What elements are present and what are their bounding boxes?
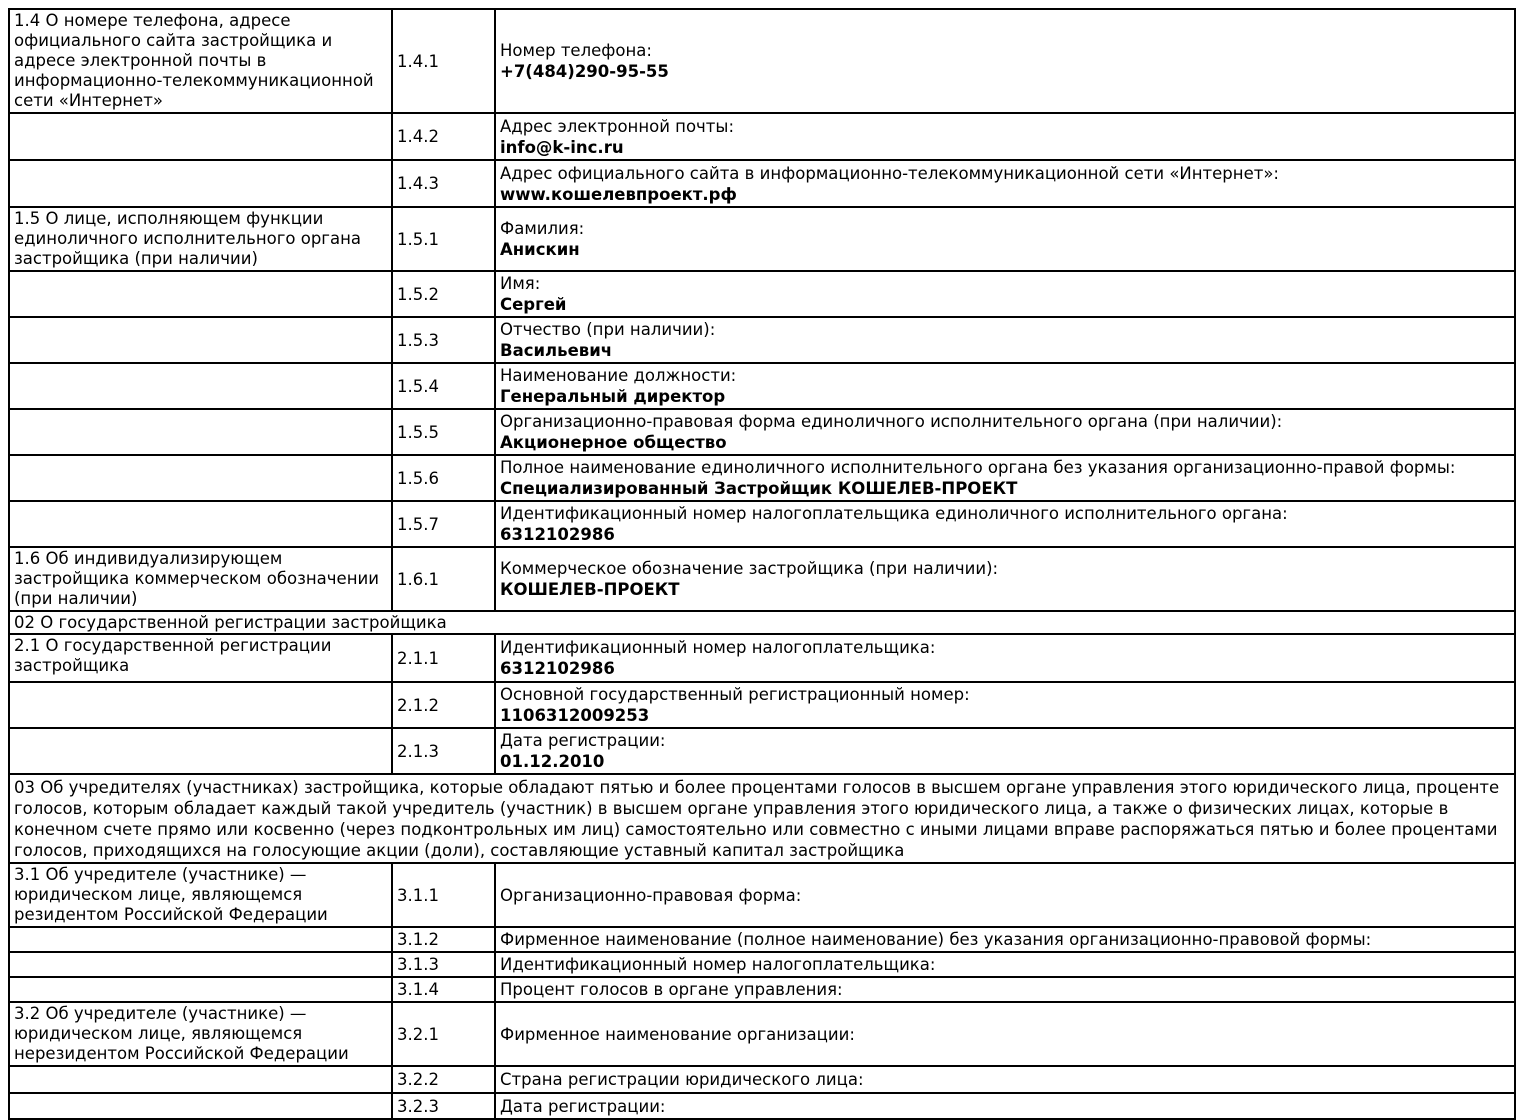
table-row [9,927,1515,952]
field-cell [495,547,1515,611]
section-title-cell [9,728,392,774]
field-cell [495,160,1515,207]
item-number-cell: 1.5.1 [392,207,495,271]
field-cell [495,863,1515,927]
section-title-cell [9,952,392,977]
field-value: +7(484)290-95-55 [500,62,669,81]
field-value: 6312102986 [500,659,615,678]
field-label: Коммерческое обозначение застройщика (при наличии): [500,559,999,578]
section-title-cell: 2.1 О государственной регистрации застройщика [9,634,392,682]
section-title-cell [9,160,392,207]
table-row [9,317,1515,363]
item-number-cell: 3.2.3 [392,1093,495,1119]
field-label: Организационно-правовая форма единоличного исполнительного органа (при наличии): [500,412,1283,431]
field-label: Дата регистрации: [500,731,666,750]
table-row [9,863,1515,927]
item-number-cell: 3.1.1 [392,863,495,927]
item-number-cell: 2.1.1 [392,634,495,682]
section-title-cell: 3.2 Об учредителе (участнике) — юридическом лице, являющемся нерезидентом Российской Федерации [9,1002,392,1066]
table-row [9,409,1515,455]
item-number-cell: 1.6.1 [392,547,495,611]
item-number-cell: 1.4.2 [392,113,495,160]
field-cell [495,317,1515,363]
field-value: 01.12.2010 [500,752,605,771]
field-value: Васильевич [500,341,613,360]
item-number-cell: 2.1.3 [392,728,495,774]
section-title-cell [9,317,392,363]
field-value: 6312102986 [500,525,615,544]
table-row [9,207,1515,271]
table-row [9,501,1515,547]
table-row [9,977,1515,1002]
field-label: Номер телефона: [500,41,652,60]
field-label: Организационно-правовая форма: [500,885,802,905]
table-row [9,547,1515,611]
section-header: 02 О государственной регистрации застройщика [9,611,1515,634]
table-row [9,9,1515,113]
item-number-cell: 1.5.5 [392,409,495,455]
section-title-cell: 1.5 О лице, исполняющем функции единоличного исполнительного органа застройщика (при наличии) [9,207,392,271]
field-cell [495,952,1515,977]
field-label: Идентификационный номер налогоплательщика: [500,638,936,657]
item-number-cell: 2.1.2 [392,682,495,728]
field-label: Идентификационный номер налогоплательщика единоличного исполнительного органа: [500,504,1288,523]
section-title-cell [9,501,392,547]
table-row [9,682,1515,728]
item-number-cell: 1.5.6 [392,455,495,501]
item-number-cell: 1.4.3 [392,160,495,207]
table-row [9,952,1515,977]
section-title-cell [9,271,392,317]
field-cell [495,363,1515,409]
field-value: КОШЕЛЕВ-ПРОЕКТ [500,580,680,599]
item-number-cell: 1.5.3 [392,317,495,363]
item-number-cell: 1.4.1 [392,9,495,113]
field-cell [495,113,1515,160]
section-title-cell [9,455,392,501]
declaration-table-body [9,9,1515,1119]
section-header: 03 Об учредителях (участниках) застройщика, которые обладают пятью и более процентами голосов в высшем органе управления этого юридического лица, проценте голосов, которым обладает каждый такой учредитель (участник) в высшем органе управления этого юридического лица, а также о физических лицах, которые в конечном счете прямо или косвенно (через подконтрольных им лиц) самостоятельно или совместно с иными лицами вправе распоряжаться пятью и более процентами голосов, приходящихся на голосующие акции (доли), составляющие уставный капитал застройщика [9,774,1515,863]
field-value: www.кошелевпроект.рф [500,184,737,204]
section-title-cell [9,363,392,409]
item-number-cell: 3.2.2 [392,1066,495,1093]
field-label: Дата регистрации: [500,1096,666,1116]
field-label: Отчество (при наличии): [500,320,716,339]
section-title-cell [9,927,392,952]
field-label: Страна регистрации юридического лица: [500,1070,864,1089]
field-cell [495,455,1515,501]
section-title-cell [9,113,392,160]
section-title-cell: 1.4 О номере телефона, адресе официального сайта застройщика и адресе электронной почты в информационно-телекоммуникационной сети «Интернет» [9,9,392,113]
item-number-cell: 3.1.2 [392,927,495,952]
field-cell [495,977,1515,1002]
section-title-cell: 3.1 Об учредителе (участнике) — юридическом лице, являющемся резидентом Российской Федерации [9,863,392,927]
field-label: Фирменное наименование (полное наименование) без указания организационно-правовой формы: [500,930,1372,949]
field-value: 1106312009253 [500,706,650,725]
table-row [9,1093,1515,1119]
item-number-cell: 3.1.4 [392,977,495,1002]
item-number-cell: 1.5.4 [392,363,495,409]
table-row [9,363,1515,409]
field-cell [495,728,1515,774]
field-cell [495,1093,1515,1119]
field-cell [495,634,1515,682]
table-row [9,634,1515,682]
section-header-row [9,611,1515,634]
field-cell [495,927,1515,952]
section-title-cell [9,409,392,455]
item-number-cell: 1.5.2 [392,271,495,317]
section-header-row [9,774,1515,863]
developer-declaration-table [8,8,1516,1120]
table-row [9,271,1515,317]
field-cell [495,1002,1515,1066]
table-row [9,455,1515,501]
field-label: Адрес электронной почты: [500,116,735,136]
section-title-cell: 1.6 Об индивидуализирующем застройщика коммерческом обозначении (при наличии) [9,547,392,611]
field-cell [495,9,1515,113]
section-title-cell [9,1093,392,1119]
field-label: Основной государственный регистрационный номер: [500,685,970,704]
section-title-cell [9,682,392,728]
field-label: Имя: [500,274,541,293]
table-row [9,160,1515,207]
field-cell [495,207,1515,271]
field-label: Наименование должности: [500,366,737,385]
field-cell [495,501,1515,547]
item-number-cell: 3.1.3 [392,952,495,977]
field-value: Генеральный директор [500,387,726,406]
field-value: Сергей [500,295,567,314]
table-row [9,113,1515,160]
field-value: Специализированный Застройщик КОШЕЛЕВ-ПРОЕКТ [500,479,1018,498]
section-title-cell [9,977,392,1002]
table-row [9,1002,1515,1066]
field-label: Идентификационный номер налогоплательщика: [500,955,936,974]
field-cell [495,409,1515,455]
field-cell [495,682,1515,728]
field-label: Фирменное наименование организации: [500,1024,855,1044]
item-number-cell: 1.5.7 [392,501,495,547]
field-label: Процент голосов в органе управления: [500,980,843,999]
field-label: Фамилия: [500,219,585,238]
field-value: info@k-inc.ru [500,137,624,157]
field-value: Анискин [500,240,580,259]
field-label: Полное наименование единоличного исполнительного органа без указания организационно-правой формы: [500,458,1456,477]
item-number-cell: 3.2.1 [392,1002,495,1066]
table-row [9,728,1515,774]
field-cell [495,271,1515,317]
field-label: Адрес официального сайта в информационно-телекоммуникационной сети «Интернет»: [500,163,1279,183]
field-value: Акционерное общество [500,433,727,452]
